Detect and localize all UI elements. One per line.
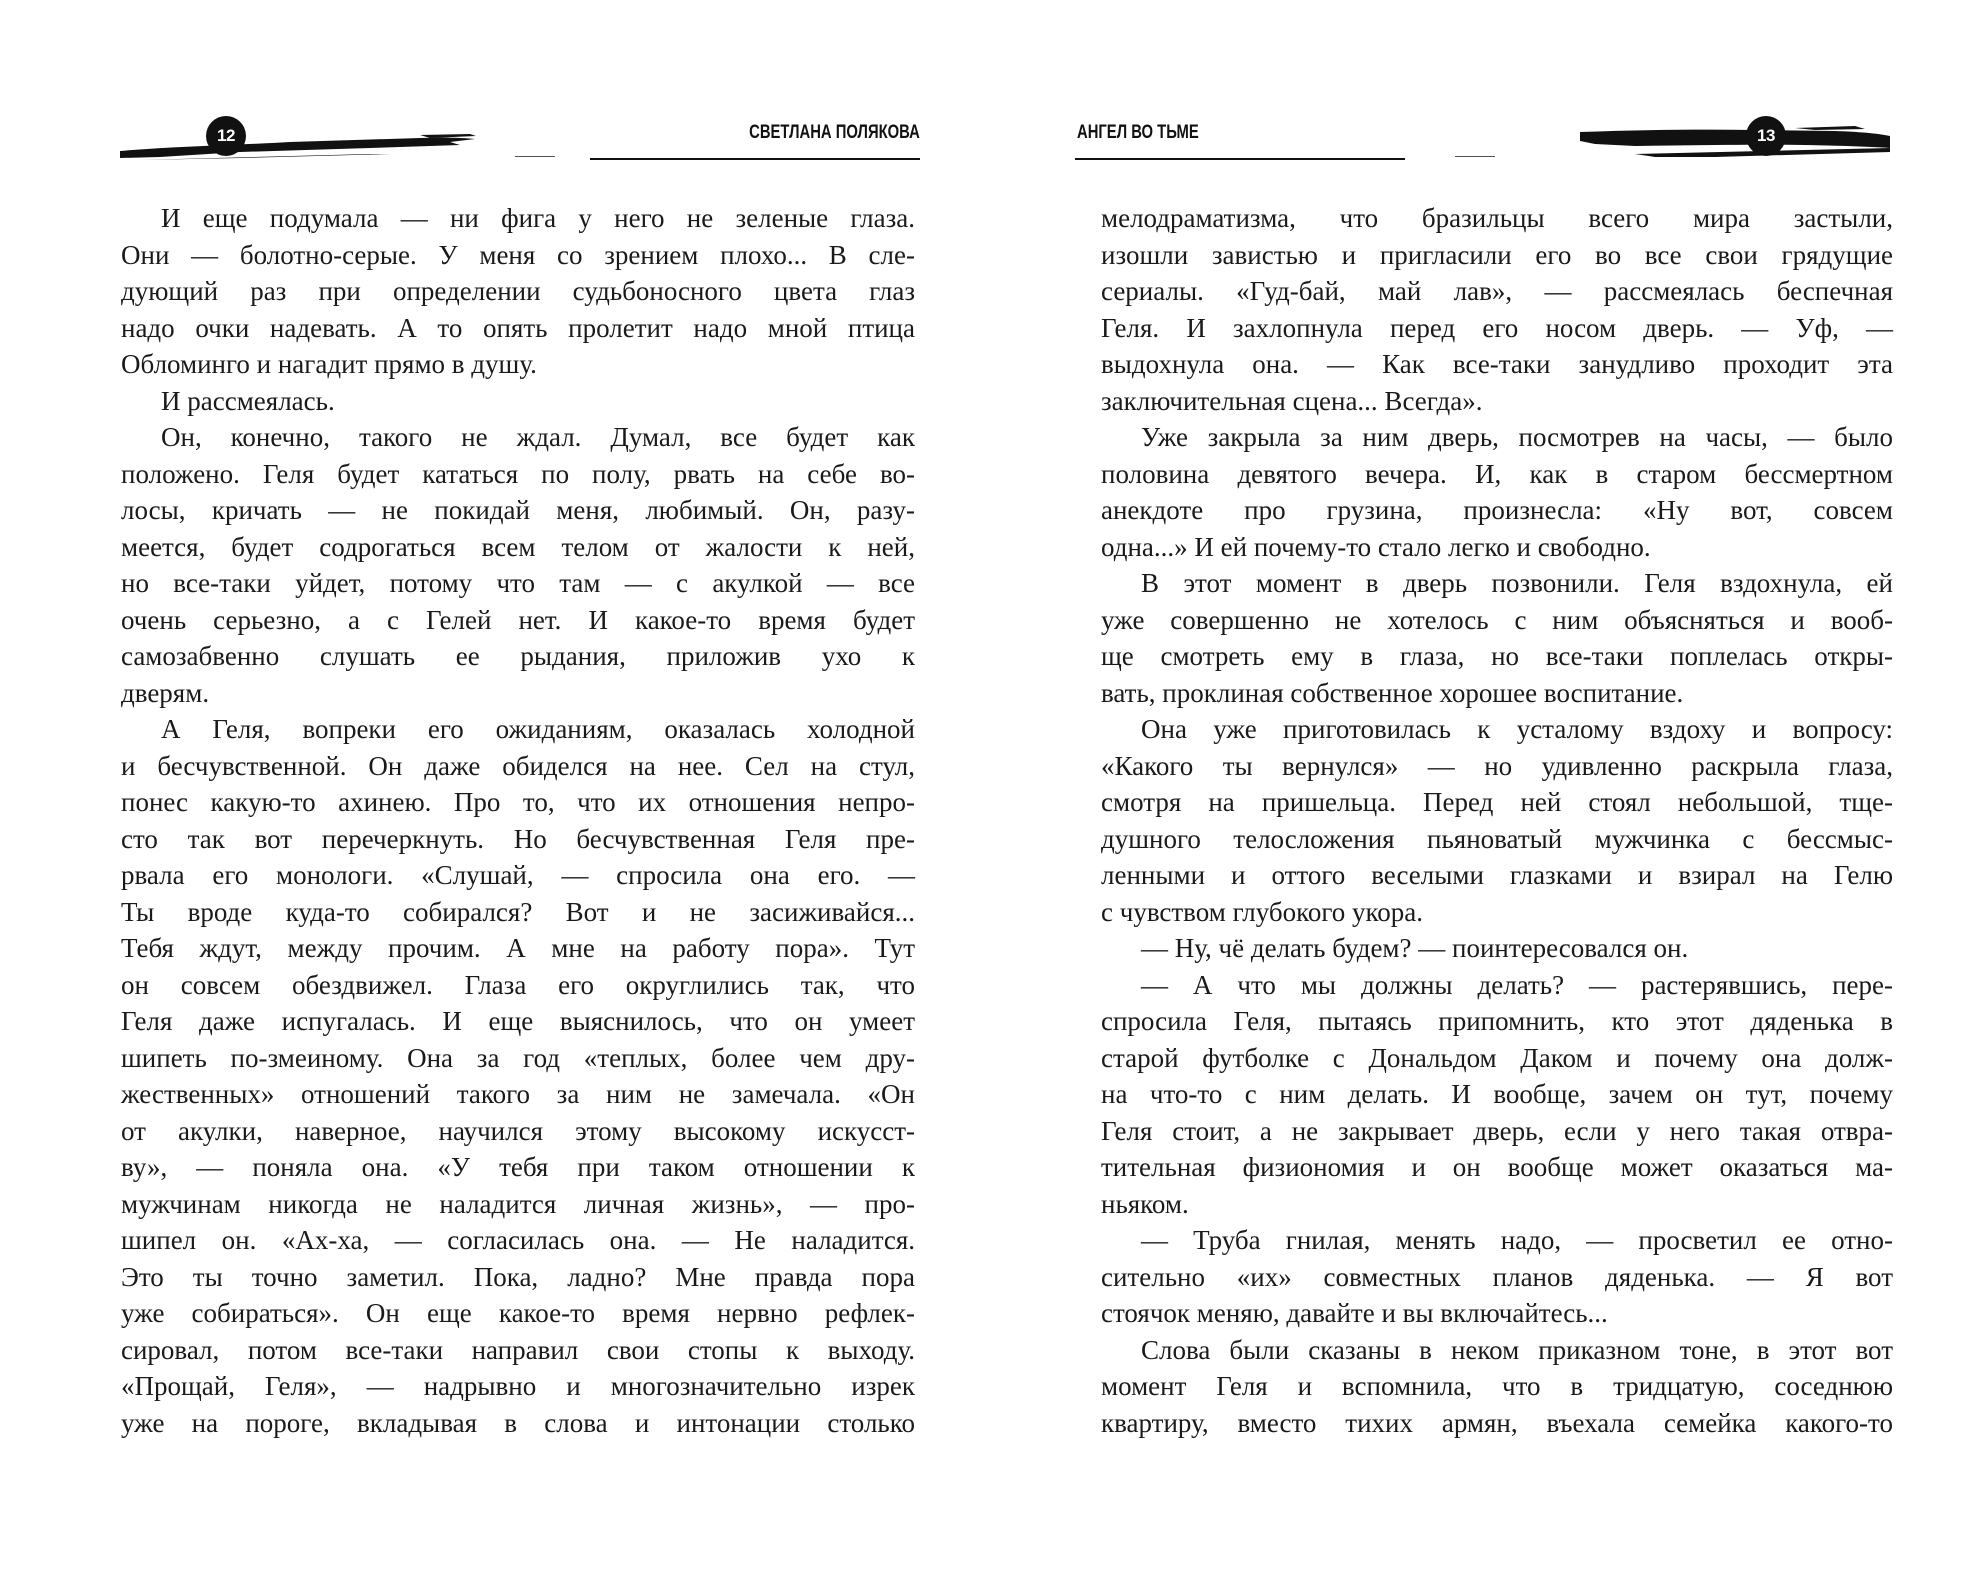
- text-line: уже на пороге, вкладывая в слова и интонации столько: [121, 1407, 915, 1438]
- right-page-number: 13: [1746, 116, 1786, 156]
- left-body-text: [121, 200, 915, 1441]
- text-line: от акулки, наверное, научился этому высокому искусст-: [121, 1115, 915, 1146]
- text-line: мелодраматизма, что бразильцы всего мира застыли,: [1101, 203, 1893, 233]
- text-line: сериалы. «Гуд-бай, май лав», — рассмеялась беспечная: [1101, 276, 1893, 306]
- text-line: ву», — поняла она. «У тебя при таком отношении к: [121, 1152, 915, 1182]
- text-line: жественных» отношений такого за ним не замечала. «Он: [121, 1079, 915, 1109]
- left-running-title: СВЕТЛАНА ПОЛЯКОВА: [749, 122, 920, 143]
- right-body-text: [1101, 200, 1893, 1441]
- text-line: дующий раз при определении судьбоносного цвета глаз: [121, 276, 915, 306]
- text-line: надо очки надевать. А то опять пролетит надо мной птица: [121, 312, 915, 343]
- left-running-header: [120, 108, 920, 168]
- text-line: Он, конечно, такого не ждал. Думал, все будет как: [161, 422, 915, 452]
- text-line: Она уже приготовилась к усталому вздоху и вопросу:: [1141, 714, 1893, 744]
- text-line: и бесчувственной. Он даже обиделся на нее. Сел на стул,: [121, 750, 915, 781]
- text-line: Уже закрыла за ним дверь, посмотрев на часы, — было: [1141, 422, 1893, 452]
- text-line: он совсем обездвижел. Глаза его округлились так, что: [121, 969, 915, 1000]
- text-line: сительно «их» совместных планов дяденька. — Я вот: [1101, 1261, 1893, 1292]
- text-line: Геля. И захлопнула перед его носом дверь. — Уф, —: [1101, 312, 1893, 343]
- right-running-title: АНГЕЛ ВО ТЬМЕ: [1077, 122, 1199, 143]
- text-line: понес какую-то ахинею. Про то, что их отношения непро-: [121, 787, 915, 817]
- text-line: стоячок меняю, давайте и вы включайтесь...: [1101, 1298, 1608, 1328]
- text-line: И рассмеялась.: [161, 385, 335, 416]
- text-line: дверям.: [121, 677, 210, 708]
- text-line: сто так вот перечеркнуть. Но бесчувственная Геля пре-: [121, 823, 915, 854]
- text-line: Они — болотно-серые. У меня со зрением плохо... В сле-: [121, 239, 915, 270]
- text-line: уже собираться». Он еще какое-то время нервно рефлек-: [121, 1298, 915, 1328]
- text-line: момент Геля и вспомнила, что в тридцатую, соседнюю: [1101, 1371, 1893, 1401]
- text-line: ньяком.: [1101, 1188, 1189, 1219]
- text-line: Тебя ждут, между прочим. А мне на работу пора». Тут: [121, 933, 915, 963]
- text-line: спросила Геля, пытаясь припомнить, кто этот дяденька в: [1101, 1006, 1893, 1036]
- text-line: сировал, потом все-таки направил свои стопы к выходу.: [121, 1334, 915, 1365]
- text-line: ще смотреть ему в глаза, но все-таки поплелась откры-: [1101, 641, 1893, 671]
- text-line: рвала его монологи. «Слушай, — спросила она его. —: [121, 860, 915, 890]
- text-line: А Геля, вопреки его ожиданиям, оказалась холодной: [161, 714, 915, 744]
- text-line: ленными и оттого веселыми глазками и взирал на Гелю: [1101, 860, 1893, 890]
- text-line: Геля даже испугалась. И еще выяснилось, что он умеет: [121, 1006, 915, 1036]
- right-page: [990, 0, 1980, 1588]
- text-line: на что-то с ним делать. И вообще, зачем он тут, почему: [1101, 1079, 1893, 1109]
- text-line: Геля стоит, а не закрывает дверь, если у него такая отвра-: [1101, 1115, 1893, 1146]
- text-line: очень серьезно, а с Гелей нет. И какое-то время будет: [121, 604, 915, 635]
- text-line: шипел он. «Ах-ха, — согласилась она. — Не наладится.: [121, 1225, 915, 1255]
- text-line: вать, проклиная собственное хорошее воспитание.: [1101, 677, 1684, 708]
- text-line: тительная физиономия и он вообще может оказаться ма-: [1101, 1152, 1893, 1182]
- text-line: анекдоте про грузина, произнесла: «Ну вот, совсем: [1101, 495, 1893, 525]
- right-running-header: [1075, 108, 1890, 168]
- text-line: «Какого ты вернулся» — но удивленно раскрыла глаза,: [1101, 750, 1893, 781]
- text-line: положено. Геля будет кататься по полу, рвать на себе во-: [121, 458, 915, 489]
- text-line: лосы, кричать — не покидай меня, любимый. Он, разу-: [121, 495, 915, 525]
- text-line: уже совершенно не хотелось с ним объясняться и вооб-: [1101, 604, 1893, 635]
- text-line: И еще подумала — ни фига у него не зеленые глаза.: [161, 203, 915, 233]
- text-line: Это ты точно заметил. Пока, ладно? Мне правда пора: [121, 1261, 915, 1292]
- text-line: — Ну, чё делать будем? — поинтересовался он.: [1141, 933, 1689, 963]
- text-line: мужчинам никогда не наладится личная жизнь», — про-: [121, 1188, 915, 1219]
- text-line: Слова были сказаны в неком приказном тоне, в этот вот: [1141, 1334, 1893, 1365]
- text-line: «Прощай, Геля», — надрывно и многозначительно изрек: [121, 1371, 915, 1401]
- text-line: шипеть по-змеиному. Она за год «теплых, более чем дру-: [121, 1042, 915, 1073]
- text-line: самозабвенно слушать ее рыдания, приложив ухо к: [121, 641, 915, 671]
- text-line: заключительная сцена... Всегда».: [1101, 385, 1483, 416]
- text-line: квартиру, вместо тихих армян, въехала семейка какого-то: [1101, 1407, 1893, 1438]
- text-line: с чувством глубокого укора.: [1101, 896, 1424, 927]
- text-line: душного телосложения пьяноватый мужчинка с бессмыс-: [1101, 823, 1893, 854]
- text-line: — Труба гнилая, менять надо, — просветил ее отно-: [1141, 1225, 1893, 1255]
- text-line: — А что мы должны делать? — растерявшись, пере-: [1141, 969, 1893, 1000]
- text-line: В этот момент в дверь позвонили. Геля вздохнула, ей: [1141, 568, 1893, 598]
- text-line: меется, будет содрогаться всем телом от жалости к ней,: [121, 531, 915, 562]
- text-line: Ты вроде куда-то собирался? Вот и не засиживайся...: [121, 896, 915, 927]
- text-line: Обломинго и нагадит прямо в душу.: [121, 349, 537, 379]
- text-line: выдохнула она. — Как все-таки занудливо проходит эта: [1101, 349, 1893, 379]
- text-line: изошли завистью и пригласили его во все свои грядущие: [1101, 239, 1893, 270]
- text-line: одна...» И ей почему-то стало легко и свободно.: [1101, 531, 1651, 562]
- text-line: но все-таки уйдет, потому что там — с акулкой — все: [121, 568, 915, 598]
- text-line: смотря на пришельца. Перед ней стоял небольшой, тще-: [1101, 787, 1893, 817]
- left-page-number: 12: [206, 116, 246, 156]
- text-line: половина девятого вечера. И, как в старом бессмертном: [1101, 458, 1893, 489]
- text-line: старой футболке с Дональдом Даком и почему она долж-: [1101, 1042, 1893, 1073]
